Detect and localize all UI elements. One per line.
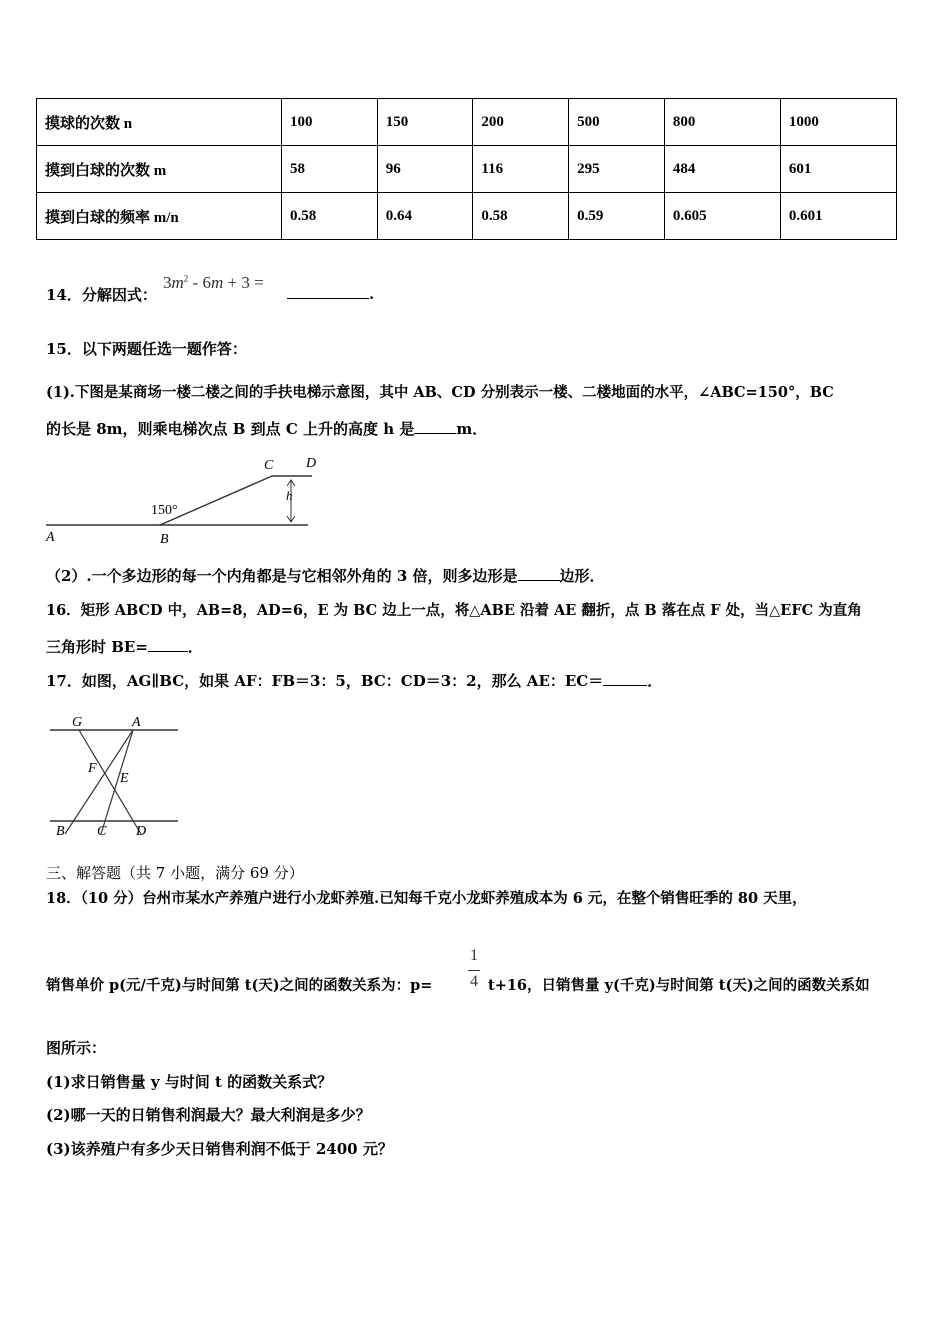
label-f: F: [88, 761, 97, 776]
label-b: B: [56, 824, 65, 839]
escalator-figure: [40, 450, 330, 550]
q18-line2-pre: 销售单价 p(元/千克)与时间第 t(天)之间的函数关系为：p=: [46, 977, 433, 994]
table-cell: 100: [282, 99, 378, 146]
table-cell: 58: [282, 146, 378, 193]
q15-part1-line2-pre: 的长是 8m，则乘电梯次点 B 到点 C 上升的高度 h 是: [46, 420, 415, 438]
q15-part1-line2: [46, 418, 487, 439]
q14-answer-blank: [287, 284, 374, 303]
table-row: [37, 99, 897, 146]
q16-line2-pre: 三角形时 BE=: [46, 638, 148, 656]
table-cell: 0.601: [780, 193, 896, 240]
label-g: G: [72, 715, 83, 730]
frequency-table: [36, 98, 897, 240]
table-cell: 295: [569, 146, 665, 193]
answer-blank: [603, 671, 647, 686]
q18-sub1: (1)求日销售量 y 与时间 t 的函数关系式？: [46, 1073, 333, 1091]
table-cell: 500: [569, 99, 665, 146]
q18-line3: 图所示：: [46, 1039, 107, 1057]
table-cell: 200: [473, 99, 569, 146]
q16-line1: 16．矩形 ABCD 中，AB=8，AD=6，E 为 BC 边上一点，将△ABE 沿着 AE 翻折，点 B 落在点 F 处，当△EFC 为直角: [46, 602, 862, 619]
q16-line2-post: ．: [187, 638, 203, 656]
q15-part2-pre: （2）.一个多边形的每一个内角都是与它相邻外角的 3 倍，则多边形是: [46, 567, 518, 585]
q14-period: .: [369, 285, 375, 303]
fraction-numerator: 1: [470, 947, 478, 964]
table-row: [37, 146, 897, 193]
table-cell: 0.59: [569, 193, 665, 240]
table-row: [37, 193, 897, 240]
table-cell: 800: [664, 99, 780, 146]
table-cell: 0.64: [377, 193, 473, 240]
label-a: A: [132, 715, 141, 730]
q18-sub3: (3)该养殖户有多少天日销售利润不低于 2400 元？: [46, 1140, 393, 1158]
table-cell: 0.58: [282, 193, 378, 240]
q16-line2: [46, 636, 203, 657]
label-b: B: [160, 532, 169, 547]
question-14: [46, 284, 157, 305]
answer-blank: [414, 419, 456, 434]
table-cell: 96: [377, 146, 473, 193]
answer-blank: [287, 284, 369, 299]
table-cell: 116: [473, 146, 569, 193]
table-cell: 0.58: [473, 193, 569, 240]
fraction-bar: [468, 970, 480, 971]
q15-part2-post: 边形．: [559, 567, 605, 585]
q17-text-pre: 17．如图，AG∥BC，如果 AF：FB＝3：5，BC：CD＝3：2，那么 AE：EC＝: [46, 672, 604, 690]
answer-blank: [148, 637, 188, 652]
label-d: D: [306, 456, 317, 471]
fraction-denominator: 4: [470, 973, 478, 990]
label-h: h: [286, 488, 293, 503]
row-header: 摸到白球的频率 m/n: [37, 193, 282, 240]
parallel-lines-figure: [42, 706, 192, 846]
label-angle: 150°: [151, 503, 178, 518]
table-cell: 0.605: [664, 193, 780, 240]
q14-prefix: 14．分解因式：: [46, 286, 157, 304]
label-e: E: [120, 771, 129, 786]
table-cell: 1000: [780, 99, 896, 146]
q17-text-post: ．: [647, 672, 663, 690]
table-cell: 601: [780, 146, 896, 193]
q14-expression: $3m^2 - 6m + 3$ =: [163, 273, 264, 292]
q15-part1-line2-post: m．: [456, 420, 488, 438]
row-header: 摸到白球的次数 m: [37, 146, 282, 193]
q18-line1: 18．（10 分）台州市某水产养殖户进行小龙虾养殖.已知每千克小龙虾养殖成本为 6 元，在整个销售旺季的 80 天里，: [46, 890, 807, 907]
section-3-heading: 三、解答题（共 7 小题，满分 69 分）: [46, 864, 304, 882]
table-cell: 484: [664, 146, 780, 193]
q15-part2: [46, 565, 605, 586]
row-header: 摸球的次数 n: [37, 99, 282, 146]
q18-line2-post: t+16，日销售量 y(千克)与时间第 t(天)之间的函数关系如: [488, 977, 870, 994]
q15-part1-line1: (1).下图是某商场一楼二楼之间的手扶电梯示意图，其中 AB、CD 分别表示一楼、二楼地面的水平，∠ABC=150°，BC: [46, 384, 834, 401]
q17-text: [46, 670, 662, 691]
line-gd: [79, 730, 141, 834]
table-cell: 150: [377, 99, 473, 146]
q15-heading: 15．以下两题任选一题作答：: [46, 340, 247, 358]
q18-sub2: (2)哪一天的日销售利润最大？最大利润是多少？: [46, 1106, 371, 1124]
label-c: C: [264, 458, 274, 473]
label-d: D: [136, 824, 147, 839]
label-a: A: [46, 530, 55, 545]
label-c: C: [97, 824, 107, 839]
answer-blank: [518, 566, 560, 581]
